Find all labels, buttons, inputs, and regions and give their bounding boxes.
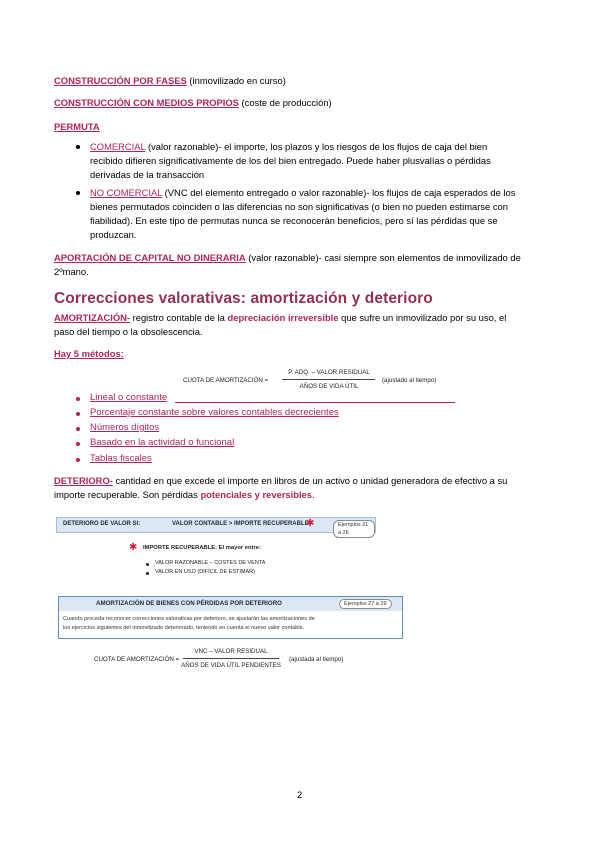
construccion-fases-note: (inmovilizado en curso)	[186, 75, 286, 86]
construccion-medios-note: (coste de producción)	[238, 97, 332, 108]
no-comercial-line2: bienes permutados coinciden o las diferencias no son significativas (o bien no pueden estimarse con	[90, 201, 508, 212]
bullet-icon	[76, 427, 80, 431]
method-item-1: Lineal o constante	[90, 392, 168, 403]
deterioro-line2-post: .	[311, 489, 315, 500]
deterioro-box-bar	[56, 517, 376, 536]
deterioro-definition	[54, 474, 549, 502]
deterioro-line1: cantidad en que excede el importe en libros de un activo o unidad generadora de efectivo a su	[112, 475, 508, 486]
method-item-5: Tablas fiscales	[90, 453, 152, 464]
formula1-denominator: AÑOS DE VIDA ÚTIL	[299, 383, 359, 390]
item-construccion-medios	[54, 96, 332, 110]
section-heading: Correcciones valorativas: amortización y deterioro	[54, 290, 433, 307]
no-comercial-label: NO COMERCIAL	[90, 187, 163, 198]
bullet-icon	[76, 458, 80, 462]
method-item-3: Números dígitos	[90, 422, 160, 433]
amortizacion-pre: registro contable de la	[130, 312, 228, 323]
bullet-icon	[146, 572, 149, 575]
formula1-note: (ajustado al tiempo)	[382, 377, 437, 384]
no-comercial-line3: fiabilidad). En este tipo de permutas nunca se reconocerán beneficios, pero sí las pérdidas que se	[90, 215, 498, 226]
formula2-note: (ajustada al tiempo)	[289, 656, 344, 663]
box1-examples-pill: Ejemplos 21 a 26	[333, 520, 375, 538]
bullet-icon	[146, 563, 149, 566]
box1-center-label: VALOR CONTABLE > IMPORTE RECUPERABLE	[172, 521, 309, 527]
formula1-fraction-line	[282, 379, 375, 380]
box2-body	[58, 611, 403, 639]
box2-header	[58, 596, 403, 612]
method-item-4: Basado en la actividad o funcional	[90, 437, 235, 448]
metodos-title	[54, 347, 124, 361]
box1-sub-title: IMPORTE RECUPERABLE: El mayor entre:	[143, 545, 261, 551]
deterioro-line2-pre: importe recuperable. Son pérdidas	[54, 489, 201, 500]
amortizacion-definition	[54, 311, 544, 339]
item-aportacion	[54, 251, 544, 279]
no-comercial-line4: produzcan.	[90, 229, 137, 240]
bullet-icon	[76, 145, 80, 149]
star-icon: ✱	[306, 518, 315, 529]
method-underline	[175, 402, 455, 403]
aportacion-line2: 2ºmano.	[54, 266, 89, 277]
bullet-icon	[76, 191, 80, 195]
formula2-denominator: AÑOS DE VIDA ÚTIL PENDIENTES	[181, 662, 281, 669]
amortizacion-line2: paso del tiempo o la obsolescencia.	[54, 326, 203, 337]
construccion-medios-label: CONSTRUCCIÓN CON MEDIOS PROPIOS	[54, 97, 239, 108]
box2-text-1: Cuando proceda reconocer correcciones valorativas por deterioro, se ajustarán las amortizaciones de	[63, 616, 315, 622]
amortizacion-label: AMORTIZACIÓN-	[54, 312, 131, 323]
construccion-fases-label: CONSTRUCCIÓN POR FASES	[54, 75, 187, 86]
no-comercial-line1: (VNC del elemento entregado o valor razonable)- los flujos de caja esperados de los	[162, 187, 516, 198]
formula2-numerator: VNC – VALOR RESIDUAL	[194, 648, 268, 655]
comercial-line1: (valor razonable)- el importe, los plazos y los riesgos de los flujos de caja del bien	[145, 141, 488, 152]
aportacion-line1: (valor razonable)- casi siempre son elementos de inmovilizado de	[245, 252, 521, 263]
deterioro-highlight: potenciales y reversibles	[200, 489, 312, 500]
comercial-label: COMERCIAL	[90, 141, 146, 152]
item-construccion-fases	[54, 74, 286, 88]
box2-title: AMORTIZACIÓN DE BIENES CON PÉRDIDAS POR DETERIORO	[96, 600, 282, 607]
bullet-icon	[76, 412, 80, 416]
page-number: 2	[297, 789, 303, 800]
box1-sub-item-1: VALOR RAZONABLE – COSTES DE VENTA	[155, 560, 266, 566]
bullet-icon	[76, 442, 80, 446]
permuta-no-comercial	[90, 186, 550, 242]
permuta-title	[54, 120, 100, 134]
comercial-line3: derivadas de la transacción	[90, 169, 205, 180]
comercial-line2: recibido difieren significativamente de los del bien entregado. Puede haber plusvalías o pérdidas	[90, 155, 491, 166]
metodos-title-text: Hay 5 métodos:	[54, 348, 124, 359]
permuta-label: PERMUTA	[54, 121, 100, 132]
formula2-fraction-line	[183, 658, 279, 659]
deterioro-label: DETERIORO-	[54, 475, 113, 486]
formula1-lhs: CUOTA DE AMORTIZACIÓN =	[183, 377, 269, 384]
box1-sub-item-2: VALOR EN USO (DIFÍCIL DE ESTIMAR)	[155, 569, 255, 575]
box2-text-2: los ejercicios siguientes del inmovilizado deteriorado, teniendo en cuenta el nuevo valor contable.	[63, 625, 305, 631]
amortizacion-highlight: depreciación irreversible	[227, 312, 339, 323]
method-item-2: Porcentaje constante sobre valores contables decrecientes	[90, 407, 339, 418]
star-icon: ✱	[129, 542, 138, 553]
amortizacion-post: que sufre un inmovilizado por su uso, el	[338, 312, 507, 323]
permuta-comercial	[90, 140, 550, 182]
formula2-lhs: CUOTA DE AMORTIZACIÓN =	[94, 656, 180, 663]
aportacion-label: APORTACIÓN DE CAPITAL NO DINERARIA	[54, 252, 246, 263]
formula1-numerator: P. ADQ. – VALOR RESIDUAL	[288, 369, 370, 376]
box2-examples-pill: Ejemplos 27 a 29	[339, 599, 392, 609]
bullet-icon	[76, 397, 80, 401]
box1-left-label: DETERIORO DE VALOR SI:	[63, 521, 141, 527]
